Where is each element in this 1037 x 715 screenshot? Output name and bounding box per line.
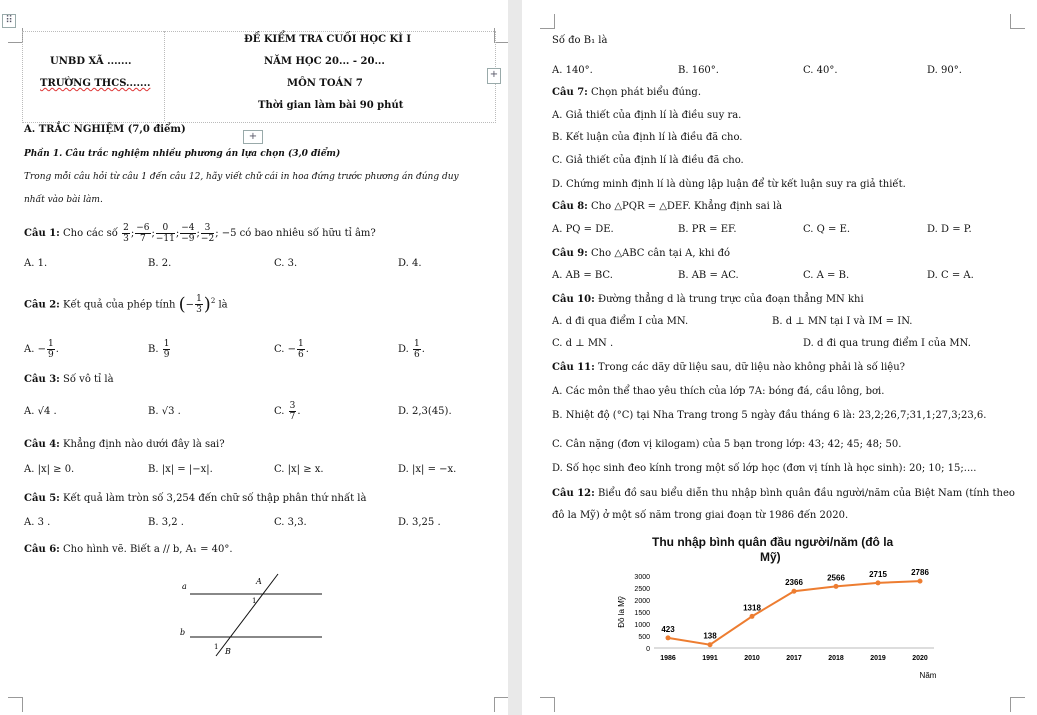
q2-option-c[interactable]: C. − $\frac{1}{6}$ . bbox=[274, 339, 309, 360]
crop-mark bbox=[8, 28, 23, 43]
data-label: 2786 bbox=[911, 568, 929, 578]
question-5 bbox=[24, 493, 366, 505]
question-6-continued: Số đo B₁ là bbox=[552, 35, 608, 46]
q7-option-c[interactable]: C. Giả thiết của định lí là điều đã cho. bbox=[552, 155, 744, 166]
q6-option-b[interactable]: B. 160°. bbox=[678, 65, 719, 76]
q10-label: Câu 10: bbox=[552, 294, 595, 305]
q5-option-c[interactable]: C. 3,3. bbox=[274, 517, 307, 528]
label-b: b bbox=[180, 628, 186, 637]
q2-text: Kết quả của phép tính bbox=[63, 299, 176, 311]
q7-option-d[interactable]: D. Chứng minh định lí là dùng lập luận để từ kết luận suy ra giả thiết. bbox=[552, 179, 906, 190]
q4-option-c[interactable]: C. |x| ≥ x. bbox=[274, 464, 324, 475]
duration: Thời gian làm bài 90 phút bbox=[258, 100, 404, 111]
q7-option-b[interactable]: B. Kết luận của định lí là điều đã cho. bbox=[552, 132, 743, 143]
q8-option-d[interactable]: D. D = P. bbox=[927, 224, 972, 235]
header-divider bbox=[164, 31, 165, 121]
x-tick-label: 2020 bbox=[912, 655, 928, 662]
data-point bbox=[876, 580, 881, 585]
x-tick-label: 2017 bbox=[786, 655, 802, 662]
crop-mark bbox=[1010, 697, 1025, 712]
y-tick-label: 2500 bbox=[634, 586, 650, 593]
q11-option-a[interactable]: A. Các môn thể thao yêu thích của lớp 7A: bóng đá, cầu lông, bơi. bbox=[552, 386, 885, 397]
q3-option-a[interactable]: A. √4 . bbox=[24, 406, 57, 417]
document-page-right bbox=[522, 0, 1037, 715]
y-tick-label: 2000 bbox=[634, 598, 650, 605]
add-column-icon[interactable]: + bbox=[487, 68, 501, 84]
q5-option-a[interactable]: A. 3 . bbox=[24, 517, 51, 528]
data-label: 2366 bbox=[785, 578, 803, 588]
crop-mark bbox=[1010, 14, 1025, 29]
q1-option-a[interactable]: A. 1. bbox=[24, 258, 48, 269]
q3-option-b[interactable]: B. √3 . bbox=[148, 406, 181, 417]
q4-option-b[interactable]: B. |x| = |−x|. bbox=[148, 464, 213, 475]
question-3 bbox=[24, 374, 114, 386]
label-a: a bbox=[182, 582, 187, 591]
q10-option-d[interactable]: D. d đi qua trung điểm I của MN. bbox=[803, 338, 971, 349]
x-tick-label: 2010 bbox=[744, 655, 760, 662]
q11-label: Câu 11: bbox=[552, 362, 595, 373]
question-2: Câu 2: Kết quả của phép tính (− $\frac{1}{3}$ )$^2$ là bbox=[24, 293, 228, 316]
q12-text-1: Biểu đồ sau biểu diễn thu nhập bình quân đầu người/năm của Biệt Nam (tính theo bbox=[598, 488, 1015, 499]
q5-label: Câu 5: bbox=[24, 493, 60, 504]
x-tick-label: 1991 bbox=[702, 655, 718, 662]
question-9 bbox=[552, 248, 730, 260]
q7-option-a[interactable]: A. Giả thiết của định lí là điều suy ra. bbox=[552, 110, 742, 121]
q5-option-d[interactable]: D. 3,25 . bbox=[398, 517, 441, 528]
crop-mark bbox=[8, 697, 23, 712]
q10-option-a[interactable]: A. d đi qua điểm I của MN. bbox=[552, 316, 689, 327]
transversal-line bbox=[216, 574, 278, 656]
q9-option-d[interactable]: D. C = A. bbox=[927, 270, 974, 281]
y-tick-label: 500 bbox=[638, 634, 650, 641]
q2-option-b[interactable]: B. $\frac{1}{9}$ bbox=[148, 339, 170, 360]
q12-text-2: đô la Mỹ) ở một số năm trong giai đoạn từ 1986 đến 2020. bbox=[552, 510, 849, 521]
q6-option-a[interactable]: A. 140°. bbox=[552, 65, 593, 76]
chart-title-line-1: Thu nhập bình quân đầu người/năm (đô la bbox=[652, 535, 894, 549]
income-line-chart bbox=[612, 562, 942, 687]
q11-text: Trong các dãy dữ liệu sau, dữ liệu nào không phải là số liệu? bbox=[598, 362, 906, 373]
q1-option-c[interactable]: C. 3. bbox=[274, 258, 298, 269]
q7-label: Câu 7: bbox=[552, 87, 588, 98]
add-row-icon[interactable]: + bbox=[243, 130, 263, 144]
q11-option-c[interactable]: C. Cân nặng (đơn vị kilogam) của 5 bạn trong lớp: 43; 42; 45; 48; 50. bbox=[552, 439, 902, 450]
data-point bbox=[834, 584, 839, 589]
question-6 bbox=[24, 544, 233, 556]
x-axis-label: Năm bbox=[919, 671, 937, 680]
x-tick-label: 2018 bbox=[828, 655, 844, 662]
header-left-2: TRƯỜNG THCS....... bbox=[40, 78, 151, 89]
q4-text: Khẳng định nào dưới đây là sai? bbox=[63, 439, 225, 450]
document-page-left bbox=[0, 0, 508, 715]
q5-option-b[interactable]: B. 3,2 . bbox=[148, 517, 184, 528]
crop-mark bbox=[540, 697, 555, 712]
q10-option-c[interactable]: C. d ⊥ MN . bbox=[552, 338, 614, 349]
school-year: NĂM HỌC 20... - 20... bbox=[264, 56, 385, 67]
q6-option-d[interactable]: D. 90°. bbox=[927, 65, 962, 76]
q10-text: Đường thẳng d là trung trực của đoạn thẳng MN khi bbox=[598, 294, 864, 305]
header-left-1: UNBD XÃ ....... bbox=[50, 56, 132, 67]
label-B: B bbox=[225, 647, 231, 656]
subject: MÔN TOÁN 7 bbox=[287, 78, 363, 89]
q12-label: Câu 12: bbox=[552, 488, 595, 499]
q2-option-a[interactable]: A. − $\frac{1}{9}$ . bbox=[24, 339, 59, 360]
q6-label: Câu 6: bbox=[24, 544, 60, 555]
question-12 bbox=[552, 488, 1015, 500]
q11-option-d[interactable]: D. Số học sinh đeo kính trong một số lớp học (đơn vị tính là học sinh): 20; 10; 15;.... bbox=[552, 463, 977, 474]
x-tick-label: 2019 bbox=[870, 655, 886, 662]
q7-text: Chọn phát biểu đúng. bbox=[591, 87, 701, 98]
q11-option-b[interactable]: B. Nhiệt độ (°C) tại Nha Trang trong 5 ngày đầu tháng 6 là: 23,2;26,7;31,1;27,3;23,6. bbox=[552, 410, 987, 421]
q6-text: Cho hình vẽ. Biết a // b, A₁ = 40°. bbox=[63, 544, 233, 555]
label-A: A bbox=[256, 577, 262, 586]
instruction-line-1: Trong mỗi câu hỏi từ câu 1 đến câu 12, hãy viết chữ cái in hoa đứng trước phương án đúng duy bbox=[24, 172, 459, 182]
instruction-line-2: nhất vào bài làm. bbox=[24, 195, 103, 205]
x-tick-label: 1986 bbox=[660, 655, 676, 662]
q3-option-c-label: C. bbox=[274, 406, 285, 417]
question-4 bbox=[24, 439, 225, 451]
data-label: 138 bbox=[703, 631, 717, 641]
data-point bbox=[708, 642, 713, 647]
q2-label: Câu 2: bbox=[24, 299, 60, 311]
q1-text: Cho các số bbox=[63, 228, 118, 239]
q1-label: Câu 1: bbox=[24, 228, 60, 239]
q9-label: Câu 9: bbox=[552, 248, 588, 259]
q9-text: Cho △ABC cân tại A, khi đó bbox=[591, 248, 731, 259]
y-axis-label: Đô la Mỹ bbox=[617, 596, 626, 628]
parallel-lines-figure bbox=[170, 572, 330, 662]
y-tick-label: 1000 bbox=[634, 622, 650, 629]
q9-option-c[interactable]: C. A = B. bbox=[803, 270, 850, 281]
label-angle-A1: 1 bbox=[252, 597, 257, 605]
q8-label: Câu 8: bbox=[552, 201, 588, 212]
q2-option-d[interactable]: D. $\frac{1}{6}$ . bbox=[398, 339, 425, 360]
data-label: 1318 bbox=[743, 603, 761, 613]
part-1-heading: Phần 1. Câu trắc nghiệm nhiều phương án lựa chọn (3,0 điểm) bbox=[24, 149, 341, 159]
q8-option-c[interactable]: C. Q = E. bbox=[803, 224, 851, 235]
q3-option-d[interactable]: D. 2,3(45). bbox=[398, 406, 452, 417]
data-point bbox=[792, 589, 797, 594]
data-point bbox=[750, 614, 755, 619]
question-8 bbox=[552, 201, 782, 213]
question-1: Câu 1: Cho các số $\frac{2}{3}$ ; $\frac{-6}{7}$ ; $\frac{0}{-11}$ ; $\frac{-4}{-9}$ ; $\frac{3}{-2}$ ; −5 có bao nhiêu số hữu tỉ âm? bbox=[24, 223, 376, 244]
crop-mark bbox=[494, 28, 508, 43]
chart-title-line-2: Mỹ) bbox=[760, 550, 781, 564]
q3-label: Câu 3: bbox=[24, 374, 60, 385]
q8-text: Cho △PQR = △DEF. Khẳng định sai là bbox=[591, 201, 783, 212]
y-tick-label: 0 bbox=[646, 646, 650, 653]
question-10 bbox=[552, 294, 864, 306]
q4-label: Câu 4: bbox=[24, 439, 60, 450]
crop-mark bbox=[540, 14, 555, 29]
q2-tail: là bbox=[218, 299, 228, 311]
q8-option-b[interactable]: B. PR = EF. bbox=[678, 224, 737, 235]
q9-option-a[interactable]: A. AB = BC. bbox=[552, 270, 613, 281]
data-label: 2715 bbox=[869, 569, 887, 579]
y-tick-label: 3000 bbox=[634, 574, 650, 581]
q1-tail: ; −5 có bao nhiêu số hữu tỉ âm? bbox=[215, 228, 376, 239]
q4-option-a[interactable]: A. |x| ≥ 0. bbox=[24, 464, 75, 475]
q4-option-d[interactable]: D. |x| = −x. bbox=[398, 464, 457, 475]
q1-option-b[interactable]: B. 2. bbox=[148, 258, 172, 269]
q1-option-d[interactable]: D. 4. bbox=[398, 258, 422, 269]
move-handle-icon[interactable]: ⠿ bbox=[2, 14, 16, 28]
q9-option-b[interactable]: B. AB = AC. bbox=[678, 270, 739, 281]
crop-mark bbox=[494, 697, 508, 712]
q3-option-c[interactable]: C. $\frac{3}{7}$ . bbox=[274, 401, 301, 422]
data-point bbox=[918, 579, 923, 584]
data-label: 2566 bbox=[827, 573, 845, 583]
section-a-heading: A. TRẮC NGHIỆM (7,0 điểm) bbox=[24, 124, 186, 135]
q10-option-b[interactable]: B. d ⊥ MN tại I và IM = IN. bbox=[772, 316, 913, 327]
data-point bbox=[666, 635, 671, 640]
q8-option-a[interactable]: A. PQ = DE. bbox=[552, 224, 614, 235]
question-11 bbox=[552, 362, 905, 374]
q5-text: Kết quả làm tròn số 3,254 đến chữ số thập phân thứ nhất là bbox=[63, 493, 367, 504]
question-7 bbox=[552, 87, 701, 99]
data-label: 423 bbox=[661, 624, 675, 634]
q6-option-c[interactable]: C. 40°. bbox=[803, 65, 838, 76]
exam-title: ĐỀ KIỂM TRA CUỐI HỌC KÌ I bbox=[244, 34, 412, 45]
y-tick-label: 1500 bbox=[634, 610, 650, 617]
q3-text: Số vô tỉ là bbox=[63, 374, 114, 385]
label-angle-B1: 1 bbox=[214, 643, 219, 651]
